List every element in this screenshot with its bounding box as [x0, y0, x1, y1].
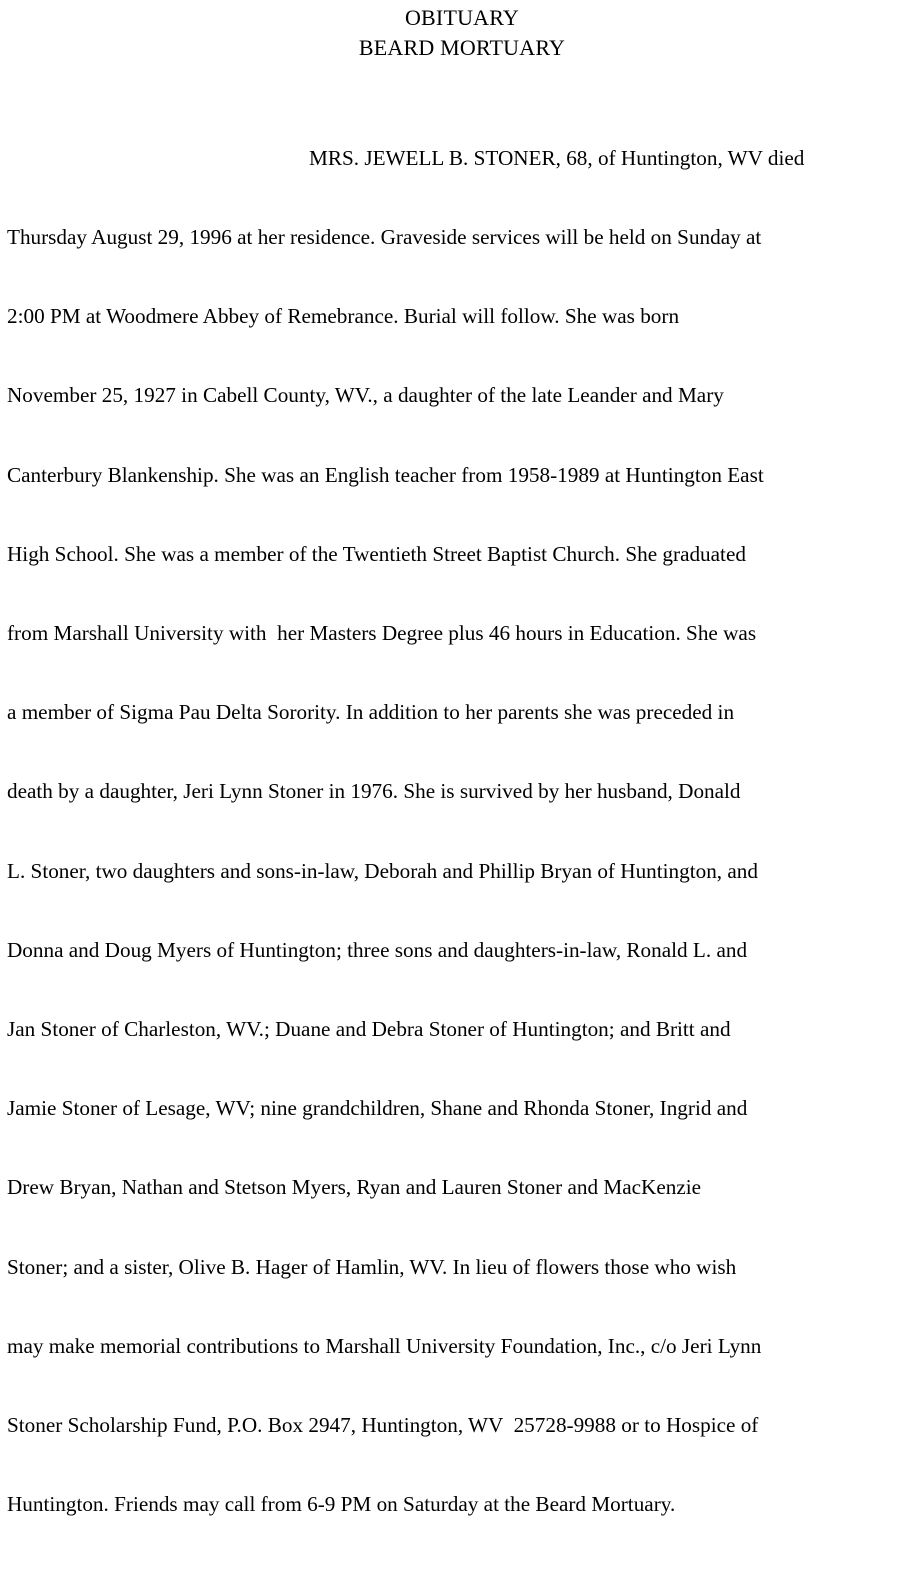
body-line: Jamie Stoner of Lesage, WV; nine grandchildren, Shane and Rhonda Stoner, Ingrid and	[7, 1096, 748, 1121]
obituary-body	[7, 92, 922, 1570]
body-line: Stoner; and a sister, Olive B. Hager of Hamlin, WV. In lieu of flowers those who wish	[7, 1254, 737, 1279]
body-line: High School. She was a member of the Twentieth Street Baptist Church. She graduated	[7, 541, 746, 566]
body-line: may make memorial contributions to Marshall University Foundation, Inc., c/o Jeri Lynn	[7, 1333, 762, 1358]
body-line: November 25, 1927 in Cabell County, WV., a daughter of the late Leander and Mary	[7, 383, 724, 408]
body-line: 2:00 PM at Woodmere Abbey of Remebrance. Burial will follow. She was born	[7, 304, 680, 329]
body-line: Huntington. Friends may call from 6-9 PM on Saturday at the Beard Mortuary.	[7, 1492, 676, 1517]
document-title: OBITUARY	[404, 5, 520, 30]
body-line: MRS. JEWELL B. STONER, 68, of Huntington, WV died	[309, 145, 805, 170]
body-line: Canterbury Blankenship. She was an English teacher from 1958-1989 at Huntington East	[7, 462, 764, 487]
body-line: a member of Sigma Pau Delta Sorority. In addition to her parents she was preceded in	[7, 700, 735, 725]
body-line: L. Stoner, two daughters and sons-in-law, Deborah and Phillip Bryan of Huntington, and	[7, 858, 758, 883]
body-line: Thursday August 29, 1996 at her residence. Graveside services will be held on Sunday at	[7, 225, 762, 250]
body-line: death by a daughter, Jeri Lynn Stoner in 1976. She is survived by her husband, Donald	[7, 779, 741, 804]
body-line: Stoner Scholarship Fund, P.O. Box 2947, Huntington, WV 25728-9988 or to Hospice of	[7, 1413, 759, 1438]
document-subtitle: BEARD MORTUARY	[358, 35, 566, 60]
body-line: from Marshall University with her Masters Degree plus 46 hours in Education. She was	[7, 621, 757, 646]
body-line: Donna and Doug Myers of Huntington; three sons and daughters-in-law, Ronald L. and	[7, 937, 748, 962]
body-line: Drew Bryan, Nathan and Stetson Myers, Ryan and Lauren Stoner and MacKenzie	[7, 1175, 702, 1200]
body-line: Jan Stoner of Charleston, WV.; Duane and Debra Stoner of Huntington; and Britt and	[7, 1017, 731, 1042]
